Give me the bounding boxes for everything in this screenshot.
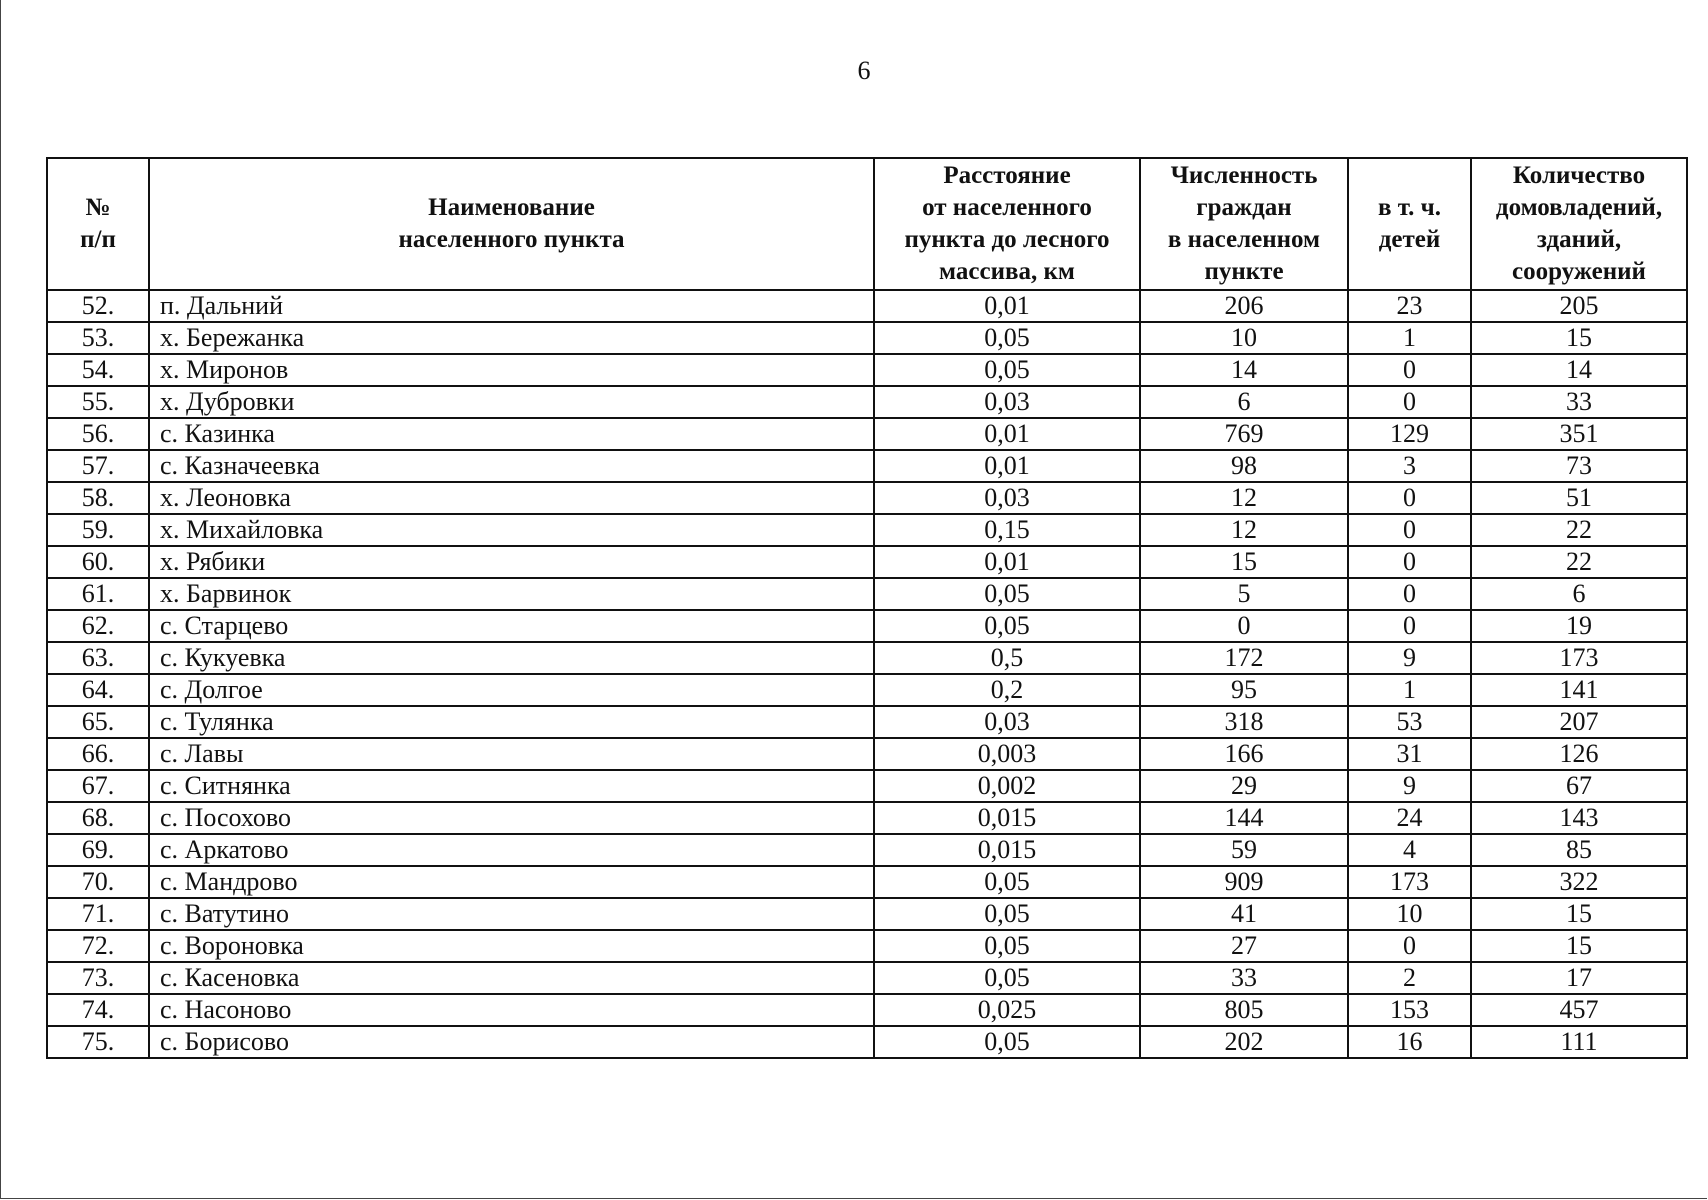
population-value: 12: [1140, 514, 1348, 546]
distance-value: 0,05: [874, 866, 1140, 898]
children-value: 24: [1348, 802, 1471, 834]
header-distance-line: пункта до лесного: [904, 226, 1110, 253]
children-value: 4: [1348, 834, 1471, 866]
row-number: 60.: [47, 546, 149, 578]
settlement-name: х. Дубровки: [149, 386, 874, 418]
header-distance-line: от населенного: [922, 194, 1092, 221]
distance-value: 0,05: [874, 962, 1140, 994]
row-number: 61.: [47, 578, 149, 610]
population-value: 202: [1140, 1026, 1348, 1058]
settlement-name: х. Михайловка: [149, 514, 874, 546]
table-row: [47, 450, 1687, 482]
settlement-name: с. Старцево: [149, 610, 874, 642]
header-distance-line: массива, км: [939, 258, 1075, 285]
buildings-value: 207: [1471, 706, 1687, 738]
distance-value: 0,15: [874, 514, 1140, 546]
settlement-name: с. Ситнянка: [149, 770, 874, 802]
buildings-value: 22: [1471, 546, 1687, 578]
row-number: 54.: [47, 354, 149, 386]
population-value: 6: [1140, 386, 1348, 418]
row-number: 56.: [47, 418, 149, 450]
table-row: [47, 674, 1687, 706]
children-value: 2: [1348, 962, 1471, 994]
table-row: [47, 610, 1687, 642]
population-value: 0: [1140, 610, 1348, 642]
row-number: 71.: [47, 898, 149, 930]
header-buildings-line: сооружений: [1512, 258, 1646, 285]
header-population-line: пункте: [1204, 258, 1284, 285]
settlement-name: х. Рябики: [149, 546, 874, 578]
children-value: 0: [1348, 514, 1471, 546]
settlement-name: с. Тулянка: [149, 706, 874, 738]
population-value: 206: [1140, 290, 1348, 322]
population-value: 144: [1140, 802, 1348, 834]
header-num-line: п/п: [80, 226, 116, 253]
population-value: 12: [1140, 482, 1348, 514]
children-value: 129: [1348, 418, 1471, 450]
table-row: [47, 802, 1687, 834]
children-value: 53: [1348, 706, 1471, 738]
children-value: 0: [1348, 354, 1471, 386]
children-value: 1: [1348, 322, 1471, 354]
distance-value: 0,015: [874, 802, 1140, 834]
population-value: 14: [1140, 354, 1348, 386]
table-row: [47, 770, 1687, 802]
buildings-value: 141: [1471, 674, 1687, 706]
distance-value: 0,002: [874, 770, 1140, 802]
buildings-value: 322: [1471, 866, 1687, 898]
settlement-name: с. Аркатово: [149, 834, 874, 866]
settlement-name: с. Ватутино: [149, 898, 874, 930]
row-number: 64.: [47, 674, 149, 706]
header-num: [47, 158, 149, 290]
row-number: 57.: [47, 450, 149, 482]
distance-value: 0,01: [874, 290, 1140, 322]
table-row: [47, 418, 1687, 450]
children-value: 10: [1348, 898, 1471, 930]
header-buildings-line: домовладений,: [1495, 194, 1663, 221]
buildings-value: 205: [1471, 290, 1687, 322]
buildings-value: 173: [1471, 642, 1687, 674]
settlement-name: п. Дальний: [149, 290, 874, 322]
children-value: 173: [1348, 866, 1471, 898]
children-value: 153: [1348, 994, 1471, 1026]
children-value: 0: [1348, 930, 1471, 962]
settlement-name: с. Долгое: [149, 674, 874, 706]
table-row: [47, 354, 1687, 386]
header-num-line: №: [85, 194, 111, 221]
row-number: 72.: [47, 930, 149, 962]
distance-value: 0,05: [874, 610, 1140, 642]
buildings-value: 15: [1471, 898, 1687, 930]
table-row: [47, 930, 1687, 962]
settlement-name: х. Бережанка: [149, 322, 874, 354]
table-row: [47, 738, 1687, 770]
row-number: 67.: [47, 770, 149, 802]
children-value: 16: [1348, 1026, 1471, 1058]
buildings-value: 19: [1471, 610, 1687, 642]
buildings-value: 33: [1471, 386, 1687, 418]
table-row: [47, 322, 1687, 354]
table-row: [47, 866, 1687, 898]
row-number: 65.: [47, 706, 149, 738]
settlement-name: с. Касеновка: [149, 962, 874, 994]
distance-value: 0,03: [874, 706, 1140, 738]
buildings-value: 67: [1471, 770, 1687, 802]
settlement-name: х. Барвинок: [149, 578, 874, 610]
header-buildings-line: зданий,: [1536, 226, 1622, 253]
settlement-name: с. Мандрово: [149, 866, 874, 898]
table-row: [47, 898, 1687, 930]
distance-value: 0,05: [874, 354, 1140, 386]
header-population: [1140, 158, 1348, 290]
table-row: [47, 290, 1687, 322]
row-number: 66.: [47, 738, 149, 770]
population-value: 15: [1140, 546, 1348, 578]
population-value: 10: [1140, 322, 1348, 354]
settlement-name: с. Казинка: [149, 418, 874, 450]
row-number: 62.: [47, 610, 149, 642]
children-value: 9: [1348, 642, 1471, 674]
buildings-value: 22: [1471, 514, 1687, 546]
children-value: 9: [1348, 770, 1471, 802]
header-name-line: Наименование: [428, 194, 595, 221]
table-row: [47, 962, 1687, 994]
children-value: 0: [1348, 546, 1471, 578]
table-row: [47, 578, 1687, 610]
distance-value: 0,015: [874, 834, 1140, 866]
header-name-line: населенного пункта: [398, 226, 625, 253]
buildings-value: 85: [1471, 834, 1687, 866]
buildings-value: 17: [1471, 962, 1687, 994]
distance-value: 0,5: [874, 642, 1140, 674]
children-value: 3: [1348, 450, 1471, 482]
distance-value: 0,05: [874, 1026, 1140, 1058]
children-value: 31: [1348, 738, 1471, 770]
row-number: 58.: [47, 482, 149, 514]
row-number: 74.: [47, 994, 149, 1026]
settlement-name: с. Вороновка: [149, 930, 874, 962]
header-population-line: граждан: [1196, 194, 1292, 221]
buildings-value: 14: [1471, 354, 1687, 386]
table-body: [47, 290, 1687, 1058]
header-population-line: в населенном: [1167, 226, 1321, 253]
population-value: 318: [1140, 706, 1348, 738]
children-value: 23: [1348, 290, 1471, 322]
distance-value: 0,2: [874, 674, 1140, 706]
header-children-line: детей: [1378, 226, 1441, 253]
table-row: [47, 386, 1687, 418]
settlement-name: х. Леоновка: [149, 482, 874, 514]
population-value: 805: [1140, 994, 1348, 1026]
table-row: [47, 834, 1687, 866]
population-value: 909: [1140, 866, 1348, 898]
buildings-value: 15: [1471, 322, 1687, 354]
population-value: 29: [1140, 770, 1348, 802]
row-number: 70.: [47, 866, 149, 898]
settlement-name: с. Кукуевка: [149, 642, 874, 674]
settlement-name: с. Казначеевка: [149, 450, 874, 482]
distance-value: 0,05: [874, 322, 1140, 354]
buildings-value: 351: [1471, 418, 1687, 450]
settlements-table: [46, 157, 1688, 1059]
header-buildings-line: Количество: [1512, 162, 1646, 189]
buildings-value: 6: [1471, 578, 1687, 610]
row-number: 55.: [47, 386, 149, 418]
population-value: 166: [1140, 738, 1348, 770]
buildings-value: 111: [1471, 1026, 1687, 1058]
distance-value: 0,05: [874, 930, 1140, 962]
population-value: 172: [1140, 642, 1348, 674]
row-number: 59.: [47, 514, 149, 546]
population-value: 98: [1140, 450, 1348, 482]
header-name: [149, 158, 874, 290]
row-number: 52.: [47, 290, 149, 322]
settlement-name: с. Насоново: [149, 994, 874, 1026]
children-value: 0: [1348, 610, 1471, 642]
settlement-name: с. Борисово: [149, 1026, 874, 1058]
children-value: 1: [1348, 674, 1471, 706]
distance-value: 0,03: [874, 386, 1140, 418]
children-value: 0: [1348, 482, 1471, 514]
buildings-value: 143: [1471, 802, 1687, 834]
distance-value: 0,03: [874, 482, 1140, 514]
header-distance: [874, 158, 1140, 290]
population-value: 41: [1140, 898, 1348, 930]
population-value: 27: [1140, 930, 1348, 962]
table-row: [47, 994, 1687, 1026]
children-value: 0: [1348, 578, 1471, 610]
header-buildings: [1471, 158, 1687, 290]
row-number: 63.: [47, 642, 149, 674]
population-value: 33: [1140, 962, 1348, 994]
population-value: 59: [1140, 834, 1348, 866]
distance-value: 0,01: [874, 450, 1140, 482]
buildings-value: 126: [1471, 738, 1687, 770]
row-number: 73.: [47, 962, 149, 994]
table-header-row: [47, 158, 1687, 290]
population-value: 769: [1140, 418, 1348, 450]
distance-value: 0,01: [874, 418, 1140, 450]
children-value: 0: [1348, 386, 1471, 418]
buildings-value: 73: [1471, 450, 1687, 482]
row-number: 69.: [47, 834, 149, 866]
table-row: [47, 1026, 1687, 1058]
header-children-line: в т. ч.: [1377, 194, 1441, 221]
header-distance-line: Расстояние: [943, 162, 1071, 189]
distance-value: 0,01: [874, 546, 1140, 578]
buildings-value: 51: [1471, 482, 1687, 514]
distance-value: 0,025: [874, 994, 1140, 1026]
row-number: 75.: [47, 1026, 149, 1058]
table-row: [47, 482, 1687, 514]
row-number: 53.: [47, 322, 149, 354]
population-value: 95: [1140, 674, 1348, 706]
header-children: [1348, 158, 1471, 290]
buildings-value: 15: [1471, 930, 1687, 962]
header-population-line: Численность: [1170, 162, 1318, 189]
table-row: [47, 706, 1687, 738]
settlement-name: х. Миронов: [149, 354, 874, 386]
distance-value: 0,05: [874, 898, 1140, 930]
population-value: 5: [1140, 578, 1348, 610]
table-row: [47, 642, 1687, 674]
page-number: 6: [857, 56, 871, 85]
buildings-value: 457: [1471, 994, 1687, 1026]
distance-value: 0,05: [874, 578, 1140, 610]
table-row: [47, 546, 1687, 578]
settlement-name: с. Посохово: [149, 802, 874, 834]
distance-value: 0,003: [874, 738, 1140, 770]
table-row: [47, 514, 1687, 546]
settlement-name: с. Лавы: [149, 738, 874, 770]
row-number: 68.: [47, 802, 149, 834]
